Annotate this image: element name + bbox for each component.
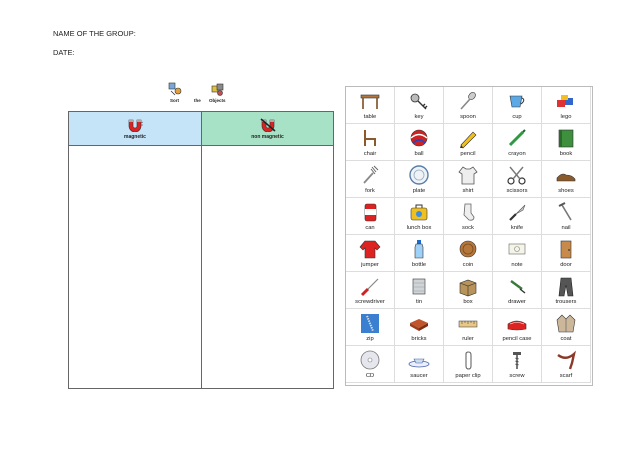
screw-icon bbox=[505, 349, 529, 371]
key-icon bbox=[407, 90, 431, 112]
object-card bbox=[542, 235, 591, 272]
cup-icon bbox=[505, 90, 529, 112]
sorting-table bbox=[68, 111, 334, 389]
drawer-icon bbox=[505, 275, 529, 297]
spoon-icon bbox=[456, 90, 480, 112]
paper-clip-icon bbox=[456, 349, 480, 371]
object-label: coat bbox=[560, 336, 572, 342]
object-label: key bbox=[414, 114, 424, 120]
object-card bbox=[493, 235, 542, 272]
object-card bbox=[493, 272, 542, 309]
magnetic-column-header bbox=[69, 112, 202, 146]
object-label: coin bbox=[462, 262, 474, 268]
object-card bbox=[346, 346, 395, 383]
object-card bbox=[444, 161, 493, 198]
object-card bbox=[542, 198, 591, 235]
object-label: saucer bbox=[410, 373, 428, 379]
object-card bbox=[444, 346, 493, 383]
object-card bbox=[346, 161, 395, 198]
scissors-icon bbox=[505, 164, 529, 186]
object-label: scissors bbox=[506, 188, 528, 194]
object-label: shoes bbox=[558, 188, 574, 194]
object-label: sock bbox=[462, 225, 474, 231]
fork-icon bbox=[358, 164, 382, 186]
pencil-icon bbox=[456, 127, 480, 149]
bricks-icon bbox=[407, 312, 431, 334]
pencil-case-icon bbox=[505, 312, 529, 334]
object-card bbox=[542, 272, 591, 309]
date-label: DATE: bbox=[53, 48, 75, 57]
coat-icon bbox=[554, 312, 578, 334]
non-magnetic-column-header bbox=[202, 112, 333, 146]
object-card bbox=[395, 309, 444, 346]
magnet-icon bbox=[126, 118, 144, 132]
object-label: pencil case bbox=[502, 336, 532, 342]
object-card bbox=[542, 161, 591, 198]
object-card bbox=[444, 124, 493, 161]
object-label: ruler bbox=[462, 336, 474, 342]
trousers-icon bbox=[554, 275, 578, 297]
object-label: spoon bbox=[460, 114, 476, 120]
crossed-magnet-icon bbox=[259, 118, 277, 132]
zip-icon bbox=[358, 312, 382, 334]
object-label: can bbox=[365, 225, 375, 231]
sort-title-word: the bbox=[194, 98, 201, 103]
object-label: scarf bbox=[559, 373, 573, 379]
object-label: jumper bbox=[361, 262, 379, 268]
object-label: chair bbox=[363, 151, 377, 157]
object-label: screw bbox=[509, 373, 525, 379]
crayon-icon bbox=[505, 127, 529, 149]
objects-picture-grid bbox=[345, 86, 593, 386]
nail-icon bbox=[554, 201, 578, 223]
object-label: shirt bbox=[462, 188, 474, 194]
object-label: box bbox=[463, 299, 473, 305]
ruler-icon bbox=[456, 312, 480, 334]
object-label: tin bbox=[415, 299, 423, 305]
object-card bbox=[395, 87, 444, 124]
coin-icon bbox=[456, 238, 480, 260]
object-label: door bbox=[560, 262, 572, 268]
cd-icon bbox=[358, 349, 382, 371]
object-card bbox=[444, 87, 493, 124]
saucer-icon bbox=[407, 349, 431, 371]
sort-title-word: Sort bbox=[170, 98, 179, 103]
plate-icon bbox=[407, 164, 431, 186]
object-card bbox=[493, 198, 542, 235]
object-label: drawer bbox=[508, 299, 526, 305]
lego-icon bbox=[554, 90, 578, 112]
screwdriver-icon bbox=[358, 275, 382, 297]
object-label: cup bbox=[512, 114, 522, 120]
object-card bbox=[346, 272, 395, 309]
jumper-icon bbox=[358, 238, 382, 260]
chair-icon bbox=[358, 127, 382, 149]
knife-icon bbox=[505, 201, 529, 223]
object-label: paper clip bbox=[455, 373, 481, 379]
object-card bbox=[493, 346, 542, 383]
group-name-label: NAME OF THE GROUP: bbox=[53, 29, 136, 38]
object-card bbox=[346, 198, 395, 235]
object-label: pencil bbox=[460, 151, 476, 157]
bottle-icon bbox=[407, 238, 431, 260]
object-card bbox=[493, 161, 542, 198]
object-label: zip bbox=[366, 336, 374, 342]
box-icon bbox=[456, 275, 480, 297]
column-label: non magnetic bbox=[251, 134, 284, 140]
sort-the-objects-title bbox=[166, 82, 240, 106]
shoes-icon bbox=[554, 164, 578, 186]
object-card bbox=[444, 272, 493, 309]
object-card bbox=[395, 124, 444, 161]
note-icon bbox=[505, 238, 529, 260]
sort-title-word: Objects bbox=[209, 98, 226, 103]
object-card bbox=[395, 235, 444, 272]
scarf-icon bbox=[554, 349, 578, 371]
object-label: screwdriver bbox=[355, 299, 385, 305]
object-card bbox=[542, 309, 591, 346]
ball-icon bbox=[407, 127, 431, 149]
object-label: book bbox=[559, 151, 573, 157]
object-label: knife bbox=[510, 225, 524, 231]
object-label: ball bbox=[414, 151, 424, 157]
object-card bbox=[395, 198, 444, 235]
object-card bbox=[346, 87, 395, 124]
sock-icon bbox=[456, 201, 480, 223]
shirt-icon bbox=[456, 164, 480, 186]
table-icon bbox=[358, 90, 382, 112]
object-label: lunch box bbox=[406, 225, 432, 231]
sorting-objects-icon bbox=[168, 82, 182, 96]
object-label: bricks bbox=[411, 336, 427, 342]
object-card bbox=[493, 124, 542, 161]
object-card bbox=[395, 346, 444, 383]
object-label: CD bbox=[365, 373, 375, 379]
object-card bbox=[346, 235, 395, 272]
can-icon bbox=[358, 201, 382, 223]
object-card bbox=[395, 272, 444, 309]
object-label: lego bbox=[560, 114, 572, 120]
object-label: crayon bbox=[508, 151, 526, 157]
object-card bbox=[346, 309, 395, 346]
tin-icon bbox=[407, 275, 431, 297]
object-card bbox=[542, 346, 591, 383]
object-label: fork bbox=[365, 188, 375, 194]
column-label: magnetic bbox=[124, 134, 146, 140]
object-label: table bbox=[363, 114, 377, 120]
object-card bbox=[542, 124, 591, 161]
book-icon bbox=[554, 127, 578, 149]
object-card bbox=[444, 309, 493, 346]
object-label: plate bbox=[412, 188, 426, 194]
lunch-box-icon bbox=[407, 201, 431, 223]
column-divider bbox=[201, 145, 202, 388]
object-label: note bbox=[511, 262, 523, 268]
object-label: bottle bbox=[411, 262, 427, 268]
object-card bbox=[395, 161, 444, 198]
object-card bbox=[493, 87, 542, 124]
object-card bbox=[493, 309, 542, 346]
object-card bbox=[542, 87, 591, 124]
object-card bbox=[444, 198, 493, 235]
object-label: nail bbox=[561, 225, 571, 231]
object-label: trousers bbox=[555, 299, 577, 305]
object-card bbox=[444, 235, 493, 272]
objects-icon bbox=[211, 82, 225, 96]
object-card bbox=[346, 124, 395, 161]
door-icon bbox=[554, 238, 578, 260]
